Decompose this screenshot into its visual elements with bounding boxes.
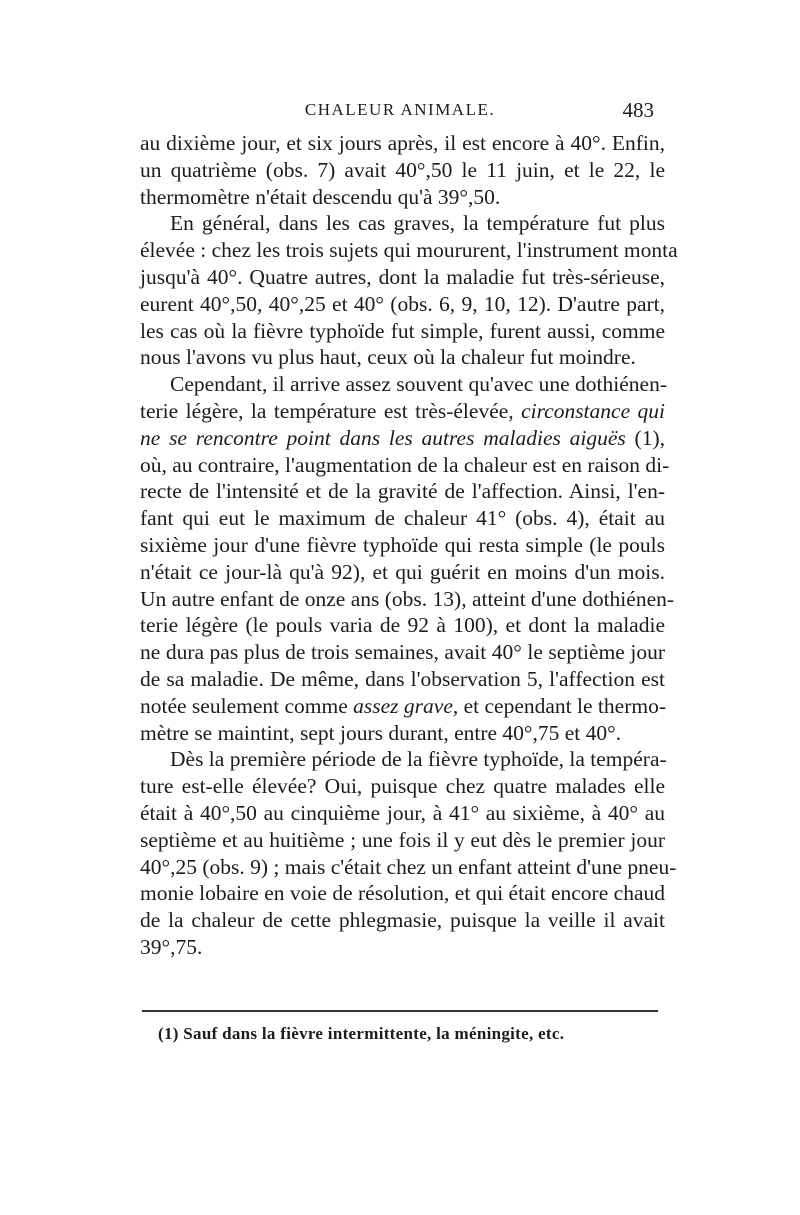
text-fragment: notée seulement comme <box>140 693 354 718</box>
text-line: ture est-elle élevée? Oui, puisque chez quatre malades elle <box>140 774 665 799</box>
text-line: au dixième jour, et six jours après, il est encore à 40°. Enfin, <box>140 131 665 155</box>
text-line: était à 40°,50 au cinquième jour, à 41° au sixième, à 40° au <box>140 800 665 825</box>
text-fragment: et cependant le thermo- <box>458 693 666 718</box>
text-line: recte de l'intensité et de la gravité de l'affection. Ainsi, l'en- <box>140 479 665 504</box>
page-number: 483 <box>622 98 654 122</box>
text-fragment: terie légère, la température est très-élevée, <box>140 398 522 423</box>
text-line: de sa maladie. De même, dans l'observation 5, l'affection est <box>140 666 665 691</box>
text-line: un quatrième (obs. 7) avait 40°,50 le 11 juin, et le 22, le <box>140 157 665 182</box>
text-line-with-italic <box>140 693 665 720</box>
italic-phrase: assez grave, <box>353 693 459 718</box>
text-line: sixième jour d'une fièvre typhoïde qui resta simple (le pouls <box>140 532 665 557</box>
text-fragment: (1), <box>625 425 665 450</box>
text-line: de la chaleur de cette phlegmasie, puisque la veille il avait <box>140 908 665 933</box>
running-title: CHALEUR ANIMALE. <box>304 100 496 119</box>
text-line: 39°,75. <box>140 934 203 959</box>
body-text <box>140 130 678 961</box>
text-line: où, au contraire, l'augmentation de la chaleur est en raison di- <box>140 452 670 477</box>
paragraph-start-line: En général, dans les cas graves, la température fut plus <box>170 211 665 236</box>
text-line: terie légère (le pouls varia de 92 à 100), et dont la maladie <box>140 613 665 638</box>
text-line: jusqu'à 40°. Quatre autres, dont la maladie fut très-sérieuse, <box>140 264 665 289</box>
text-line: les cas où la fièvre typhoïde fut simple, furent aussi, comme <box>140 318 665 343</box>
text-line: thermomètre n'était descendu qu'à 39°,50. <box>140 184 501 209</box>
text-line-with-italic <box>140 398 665 425</box>
text-line: septième et au huitième ; une fois il y eut dès le premier jour <box>140 827 665 852</box>
text-line: eurent 40°,50, 40°,25 et 40° (obs. 6, 9, 10, 12). D'autre part, <box>140 291 665 316</box>
text-line: 40°,25 (obs. 9) ; mais c'était chez un enfant atteint d'une pneu- <box>140 854 677 879</box>
text-line: élevée : chez les trois sujets qui moururent, l'instrument monta <box>140 238 678 263</box>
footnote-rule <box>142 1010 658 1012</box>
text-line: nous l'avons vu plus haut, ceux où la chaleur fut moindre. <box>140 345 636 370</box>
running-head <box>140 100 660 128</box>
italic-phrase: circonstance qui <box>521 398 665 423</box>
text-line-with-italic <box>140 425 665 452</box>
italic-phrase: ne se rencontre point dans les autres maladies aiguës <box>140 425 626 450</box>
text-line: n'était ce jour-là qu'à 92), et qui guérit en moins d'un mois. <box>140 559 665 584</box>
footnote: (1) Sauf dans la fièvre intermittente, la méningite, etc. <box>158 1024 565 1043</box>
text-line: Un autre enfant de onze ans (obs. 13), atteint d'une dothiénen- <box>140 586 675 611</box>
text-line: ne dura pas plus de trois semaines, avait 40° le septième jour <box>140 640 665 665</box>
text-line: fant qui eut le maximum de chaleur 41° (obs. 4), était au <box>140 506 665 531</box>
paragraph-start-line: Dès la première période de la fièvre typhoïde, la tempéra- <box>170 747 667 772</box>
text-line: mètre se maintint, sept jours durant, entre 40°,75 et 40°. <box>140 720 622 745</box>
text-line: monie lobaire en voie de résolution, et qui était encore chaud <box>140 881 665 906</box>
paragraph-start-line: Cependant, il arrive assez souvent qu'avec une dothiénen- <box>170 372 667 397</box>
